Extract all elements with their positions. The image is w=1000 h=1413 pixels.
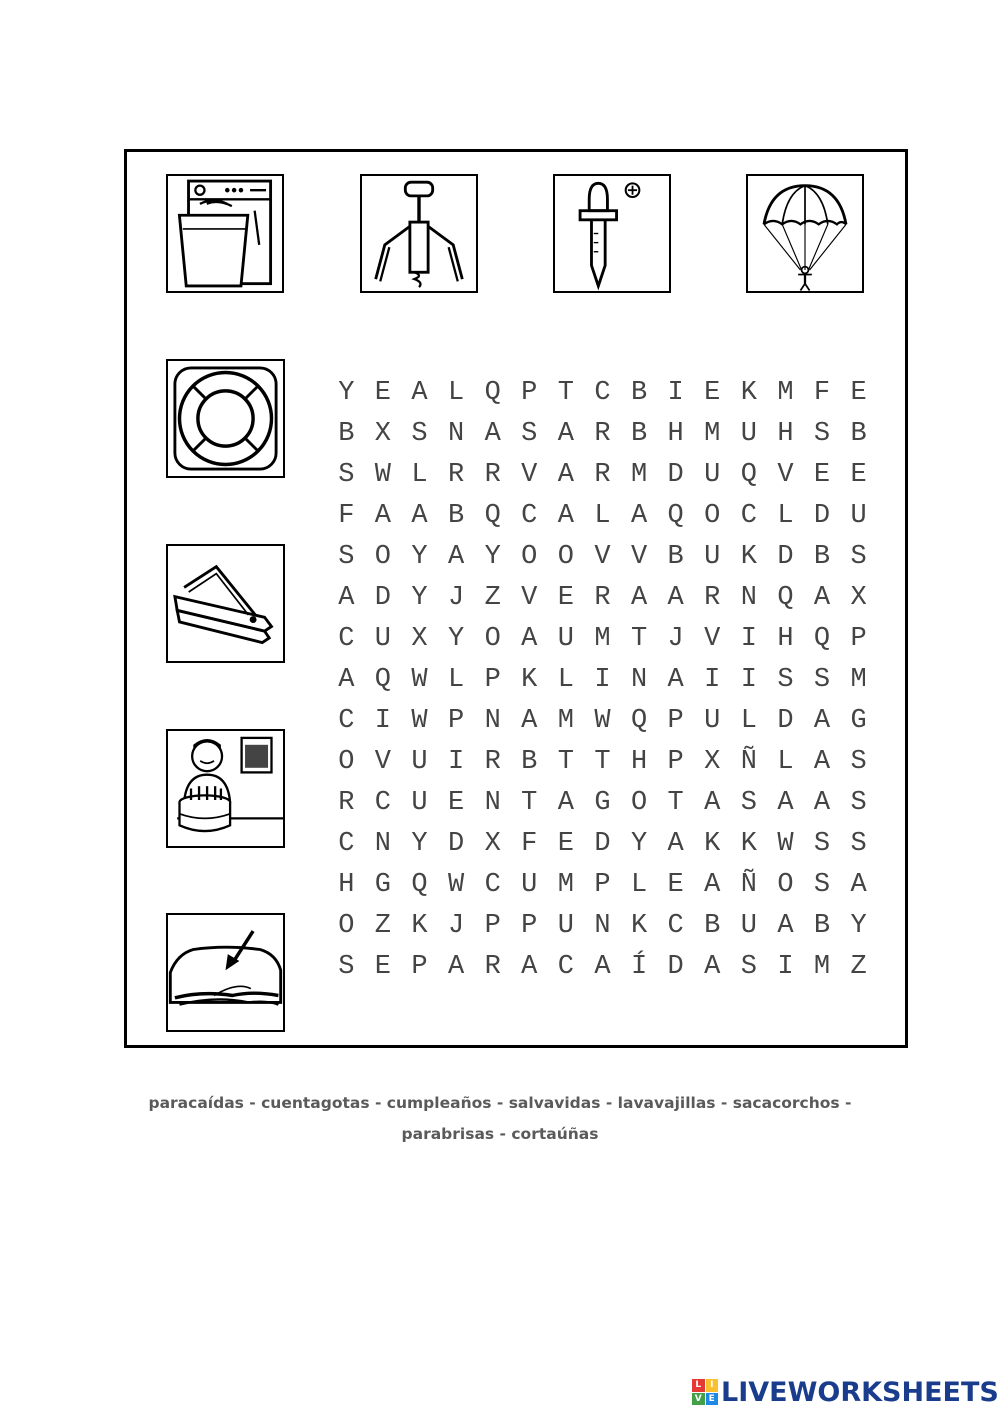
grid-cell[interactable]: C <box>374 788 391 818</box>
grid-cell[interactable]: A <box>447 542 465 572</box>
grid-cell[interactable]: U <box>557 911 574 941</box>
grid-cell[interactable]: Y <box>411 542 428 572</box>
grid-cell[interactable]: T <box>557 747 574 777</box>
grid-cell[interactable]: S <box>813 419 831 449</box>
grid-cell[interactable]: A <box>521 706 538 736</box>
grid-cell[interactable]: K <box>521 665 538 695</box>
grid-cell[interactable]: O <box>374 542 391 572</box>
grid-cell[interactable]: U <box>374 624 391 654</box>
grid-cell[interactable]: A <box>667 583 684 613</box>
logo-badge-letter: L <box>692 1379 705 1392</box>
grid-cell[interactable]: C <box>594 378 611 408</box>
grid-cell[interactable]: W <box>777 829 794 859</box>
grid-cell[interactable]: O <box>704 501 721 531</box>
grid-cell[interactable]: A <box>557 419 574 449</box>
grid-cell[interactable]: U <box>411 788 428 818</box>
grid-cell[interactable]: A <box>704 952 721 982</box>
grid-cell[interactable]: Q <box>777 583 794 613</box>
windshield-icon <box>168 915 283 1030</box>
grid-cell[interactable]: Z <box>484 583 501 613</box>
grid-cell[interactable]: Y <box>447 624 465 654</box>
grid-cell[interactable]: V <box>374 747 391 777</box>
grid-cell[interactable]: A <box>667 829 684 859</box>
grid-cell[interactable]: H <box>630 747 648 777</box>
grid-cell[interactable]: E <box>850 460 867 490</box>
picture-dishwasher <box>166 174 284 293</box>
grid-cell[interactable]: L <box>777 747 794 777</box>
grid-cell[interactable]: E <box>557 829 574 859</box>
grid-cell[interactable]: D <box>777 706 794 736</box>
grid-cell[interactable]: I <box>374 706 391 736</box>
grid-cell[interactable]: Y <box>411 829 428 859</box>
grid-cell[interactable]: U <box>704 542 721 572</box>
grid-cell[interactable]: O <box>777 870 794 900</box>
grid-cell[interactable]: Q <box>667 501 684 531</box>
grid-cell[interactable]: S <box>850 829 867 859</box>
grid-cell[interactable]: F <box>521 829 538 859</box>
grid-cell[interactable]: P <box>411 952 428 982</box>
grid-cell[interactable]: S <box>411 419 428 449</box>
picture-nail-clipper <box>166 544 285 663</box>
grid-cell[interactable]: A <box>667 665 684 695</box>
parachute-icon <box>748 176 862 291</box>
grid-cell[interactable]: H <box>777 624 794 654</box>
grid-cell[interactable]: H <box>667 419 684 449</box>
grid-cell[interactable]: A <box>411 378 428 408</box>
grid-cell[interactable]: M <box>630 460 648 490</box>
grid-cell[interactable]: S <box>813 665 831 695</box>
picture-parachute <box>746 174 864 293</box>
grid-cell[interactable]: B <box>667 542 684 572</box>
grid-cell[interactable]: U <box>521 870 538 900</box>
grid-cell[interactable]: Z <box>374 911 391 941</box>
grid-cell[interactable]: K <box>630 911 648 941</box>
grid-cell[interactable]: B <box>850 419 867 449</box>
grid-cell[interactable]: A <box>777 788 794 818</box>
grid-cell[interactable]: S <box>338 952 355 982</box>
grid-cell[interactable]: A <box>484 419 501 449</box>
grid-cell[interactable]: S <box>338 460 355 490</box>
grid-cell[interactable]: K <box>740 378 757 408</box>
grid-cell[interactable]: B <box>813 542 831 572</box>
grid-cell[interactable]: A <box>777 911 794 941</box>
dropper-icon <box>555 176 669 291</box>
grid-cell[interactable]: E <box>374 378 391 408</box>
grid-cell[interactable]: P <box>667 747 684 777</box>
grid-cell[interactable]: V <box>521 460 538 490</box>
grid-cell[interactable]: K <box>740 542 757 572</box>
grid-cell[interactable]: C <box>338 706 355 736</box>
grid-cell[interactable]: U <box>850 501 867 531</box>
grid-cell[interactable]: X <box>411 624 428 654</box>
grid-cell[interactable]: N <box>484 788 501 818</box>
grid-cell[interactable]: A <box>630 583 648 613</box>
grid-cell[interactable]: Q <box>484 501 501 531</box>
grid-cell[interactable]: M <box>850 665 867 695</box>
word-list-line-2: parabrisas - cortaúñas <box>401 1125 599 1143</box>
grid-cell[interactable]: C <box>667 911 684 941</box>
grid-cell[interactable]: Q <box>374 665 391 695</box>
grid-cell[interactable]: C <box>338 829 355 859</box>
grid-cell[interactable]: V <box>521 583 538 613</box>
word-list-line-1: paracaídas - cuentagotas - cumpleaños - salvavidas - lavavajillas - sacacorchos - <box>148 1094 852 1112</box>
grid-cell[interactable]: M <box>704 419 721 449</box>
grid-cell[interactable]: S <box>850 788 867 818</box>
grid-cell[interactable]: L <box>594 501 611 531</box>
grid-cell[interactable]: Z <box>850 952 867 982</box>
grid-cell[interactable]: D <box>667 460 684 490</box>
logo-badge-icon <box>692 1379 718 1405</box>
grid-cell[interactable]: P <box>521 378 538 408</box>
grid-cell[interactable]: O <box>630 788 648 818</box>
grid-cell[interactable]: E <box>447 788 465 818</box>
grid-cell[interactable]: A <box>557 460 574 490</box>
grid-cell[interactable]: G <box>594 788 611 818</box>
grid-cell[interactable]: Y <box>338 378 355 408</box>
grid-cell[interactable]: Y <box>850 911 867 941</box>
grid-cell[interactable]: B <box>338 419 355 449</box>
grid-cell[interactable]: U <box>411 747 428 777</box>
grid-cell[interactable]: R <box>338 788 355 818</box>
grid-cell[interactable]: Q <box>484 378 501 408</box>
grid-cell[interactable]: T <box>667 788 684 818</box>
word-list <box>130 1088 870 1150</box>
grid-cell[interactable]: G <box>374 870 391 900</box>
grid-cell[interactable]: S <box>850 542 867 572</box>
grid-cell[interactable]: K <box>740 829 757 859</box>
grid-cell[interactable]: C <box>521 501 538 531</box>
grid-cell[interactable]: E <box>557 583 574 613</box>
grid-cell[interactable]: I <box>740 624 757 654</box>
grid-cell[interactable]: A <box>813 706 831 736</box>
grid-cell[interactable]: N <box>630 665 648 695</box>
grid-cell[interactable]: I <box>447 747 465 777</box>
grid-cell[interactable]: U <box>704 706 721 736</box>
grid-cell[interactable]: K <box>704 829 721 859</box>
grid-cell[interactable]: W <box>594 706 611 736</box>
grid-cell[interactable]: C <box>557 952 574 982</box>
grid-cell[interactable]: P <box>447 706 465 736</box>
grid-cell[interactable]: I <box>667 378 684 408</box>
grid-cell[interactable]: D <box>667 952 684 982</box>
grid-cell[interactable]: M <box>813 952 831 982</box>
logo-badge-letter: V <box>692 1393 705 1406</box>
grid-cell[interactable]: R <box>484 952 501 982</box>
grid-cell[interactable]: S <box>740 952 757 982</box>
grid-cell[interactable]: A <box>447 952 465 982</box>
grid-cell[interactable]: A <box>594 952 611 982</box>
grid-cell[interactable]: Ñ <box>740 747 757 777</box>
grid-cell[interactable]: U <box>557 624 574 654</box>
grid-cell[interactable]: A <box>374 501 391 531</box>
grid-cell[interactable]: A <box>521 952 538 982</box>
grid-cell[interactable]: U <box>740 419 757 449</box>
grid-cell[interactable]: A <box>338 665 355 695</box>
grid-cell[interactable]: S <box>740 788 757 818</box>
grid-cell[interactable]: A <box>813 747 831 777</box>
grid-cell[interactable]: P <box>594 870 611 900</box>
letter-grid <box>328 373 877 988</box>
grid-cell[interactable]: X <box>850 583 867 613</box>
grid-cell[interactable]: N <box>484 706 501 736</box>
grid-cell[interactable]: B <box>521 747 538 777</box>
grid-cell[interactable]: W <box>411 706 428 736</box>
grid-cell[interactable]: C <box>484 870 501 900</box>
grid-cell[interactable]: Y <box>484 542 501 572</box>
grid-cell[interactable]: P <box>521 911 538 941</box>
grid-cell[interactable]: B <box>630 378 648 408</box>
grid-cell[interactable]: B <box>813 911 831 941</box>
grid-cell[interactable]: K <box>411 911 428 941</box>
grid-cell[interactable]: X <box>484 829 501 859</box>
grid-cell[interactable]: F <box>813 378 831 408</box>
grid-cell[interactable]: A <box>557 788 574 818</box>
grid-cell[interactable]: O <box>521 542 538 572</box>
grid-cell[interactable]: O <box>484 624 501 654</box>
grid-cell[interactable]: V <box>777 460 794 490</box>
grid-cell[interactable]: F <box>338 501 355 531</box>
grid-cell[interactable]: Q <box>813 624 831 654</box>
grid-cell[interactable]: Y <box>411 583 428 613</box>
grid-cell[interactable]: R <box>594 419 611 449</box>
grid-cell[interactable]: L <box>447 378 465 408</box>
picture-lifebuoy <box>166 359 285 478</box>
grid-cell[interactable]: M <box>777 378 794 408</box>
grid-cell[interactable]: A <box>704 870 721 900</box>
grid-cell[interactable]: X <box>704 747 721 777</box>
grid-cell[interactable]: L <box>777 501 794 531</box>
grid-cell[interactable]: A <box>850 870 867 900</box>
grid-cell[interactable]: L <box>557 665 574 695</box>
grid-cell[interactable]: A <box>338 583 355 613</box>
grid-cell[interactable]: L <box>740 706 757 736</box>
grid-cell[interactable]: S <box>813 870 831 900</box>
grid-cell[interactable]: D <box>374 583 391 613</box>
grid-cell[interactable]: Í <box>630 952 648 982</box>
grid-cell[interactable]: I <box>704 665 721 695</box>
grid-cell[interactable]: E <box>850 378 867 408</box>
grid-cell[interactable]: D <box>447 829 465 859</box>
grid-cell[interactable]: E <box>667 870 684 900</box>
grid-cell[interactable]: B <box>630 419 648 449</box>
grid-cell[interactable]: O <box>338 911 355 941</box>
grid-cell[interactable]: U <box>704 460 721 490</box>
grid-cell[interactable]: E <box>374 952 391 982</box>
grid-cell[interactable]: S <box>850 747 867 777</box>
grid-cell[interactable]: I <box>740 665 757 695</box>
grid-cell[interactable]: V <box>630 542 648 572</box>
logo-badge-letter: E <box>706 1393 719 1406</box>
grid-cell[interactable]: Y <box>630 829 648 859</box>
grid-cell[interactable]: I <box>594 665 611 695</box>
grid-cell[interactable]: A <box>557 501 574 531</box>
grid-cell[interactable]: D <box>777 542 794 572</box>
grid-cell[interactable]: A <box>704 788 721 818</box>
grid-cell[interactable]: M <box>557 706 574 736</box>
grid-cell[interactable]: P <box>850 624 867 654</box>
grid-cell[interactable]: N <box>740 583 757 613</box>
grid-cell[interactable]: P <box>667 706 684 736</box>
grid-cell[interactable]: Q <box>411 870 428 900</box>
logo-text: LIVEWORKSHEETS <box>721 1376 999 1408</box>
grid-cell[interactable]: R <box>447 460 465 490</box>
grid-cell[interactable]: T <box>521 788 538 818</box>
picture-corkscrew <box>360 174 478 293</box>
grid-cell[interactable]: B <box>704 911 721 941</box>
grid-cell[interactable]: I <box>777 952 794 982</box>
grid-cell[interactable]: U <box>740 911 757 941</box>
grid-cell[interactable]: N <box>374 829 391 859</box>
grid-cell[interactable]: A <box>521 624 538 654</box>
grid-cell[interactable]: S <box>521 419 538 449</box>
grid-cell[interactable]: L <box>447 665 465 695</box>
picture-dropper <box>553 174 671 293</box>
grid-cell[interactable]: N <box>447 419 465 449</box>
grid-cell[interactable]: A <box>813 583 831 613</box>
grid-cell[interactable]: H <box>777 419 794 449</box>
grid-cell[interactable]: Q <box>630 706 648 736</box>
grid-cell[interactable]: D <box>813 501 831 531</box>
grid-cell[interactable]: A <box>630 501 648 531</box>
grid-cell[interactable]: P <box>484 665 501 695</box>
grid-cell[interactable]: L <box>411 460 428 490</box>
picture-birthday <box>166 729 285 848</box>
grid-cell[interactable]: E <box>704 378 721 408</box>
grid-cell[interactable]: O <box>338 747 355 777</box>
grid-cell[interactable]: T <box>594 747 611 777</box>
grid-cell[interactable]: A <box>813 788 831 818</box>
grid-cell[interactable]: S <box>777 665 794 695</box>
grid-cell[interactable]: H <box>338 870 355 900</box>
grid-cell[interactable]: O <box>557 542 574 572</box>
grid-cell[interactable]: G <box>850 706 867 736</box>
grid-cell[interactable]: W <box>447 870 465 900</box>
corkscrew-icon <box>362 176 476 291</box>
grid-cell[interactable]: V <box>704 624 721 654</box>
grid-cell[interactable]: E <box>813 460 831 490</box>
grid-cell[interactable]: M <box>557 870 574 900</box>
logo-badge-letter: I <box>706 1379 719 1392</box>
grid-cell[interactable]: R <box>484 460 501 490</box>
grid-cell[interactable]: S <box>813 829 831 859</box>
grid-cell[interactable]: A <box>411 501 428 531</box>
picture-windshield <box>166 913 285 1032</box>
grid-cell[interactable]: D <box>594 829 611 859</box>
grid-cell[interactable]: Ñ <box>740 870 757 900</box>
grid-cell[interactable]: L <box>630 870 648 900</box>
liveworksheets-logo <box>692 1372 999 1412</box>
grid-cell[interactable]: T <box>630 624 648 654</box>
grid-cell[interactable]: W <box>411 665 428 695</box>
grid-cell[interactable]: C <box>338 624 355 654</box>
grid-cell[interactable]: S <box>338 542 355 572</box>
grid-cell[interactable]: X <box>374 419 391 449</box>
grid-cell[interactable]: W <box>374 460 391 490</box>
grid-cell[interactable]: R <box>704 583 721 613</box>
birthday-icon <box>168 731 283 846</box>
nail-clipper-icon <box>168 546 283 661</box>
grid-cell[interactable]: T <box>557 378 574 408</box>
lifebuoy-icon <box>168 361 283 476</box>
grid-cell[interactable]: V <box>594 542 611 572</box>
grid-cell[interactable]: P <box>484 911 501 941</box>
grid-cell[interactable]: N <box>594 911 611 941</box>
grid-cell[interactable]: C <box>740 501 757 531</box>
grid-cell[interactable]: M <box>594 624 611 654</box>
grid-cell[interactable]: R <box>484 747 501 777</box>
grid-cell[interactable]: J <box>447 583 465 613</box>
grid-cell[interactable]: J <box>447 911 465 941</box>
grid-cell[interactable]: J <box>667 624 684 654</box>
grid-cell[interactable]: R <box>594 583 611 613</box>
grid-cell[interactable]: Q <box>740 460 757 490</box>
grid-cell[interactable]: R <box>594 460 611 490</box>
dishwasher-icon <box>168 176 282 291</box>
grid-cell[interactable]: B <box>447 501 465 531</box>
